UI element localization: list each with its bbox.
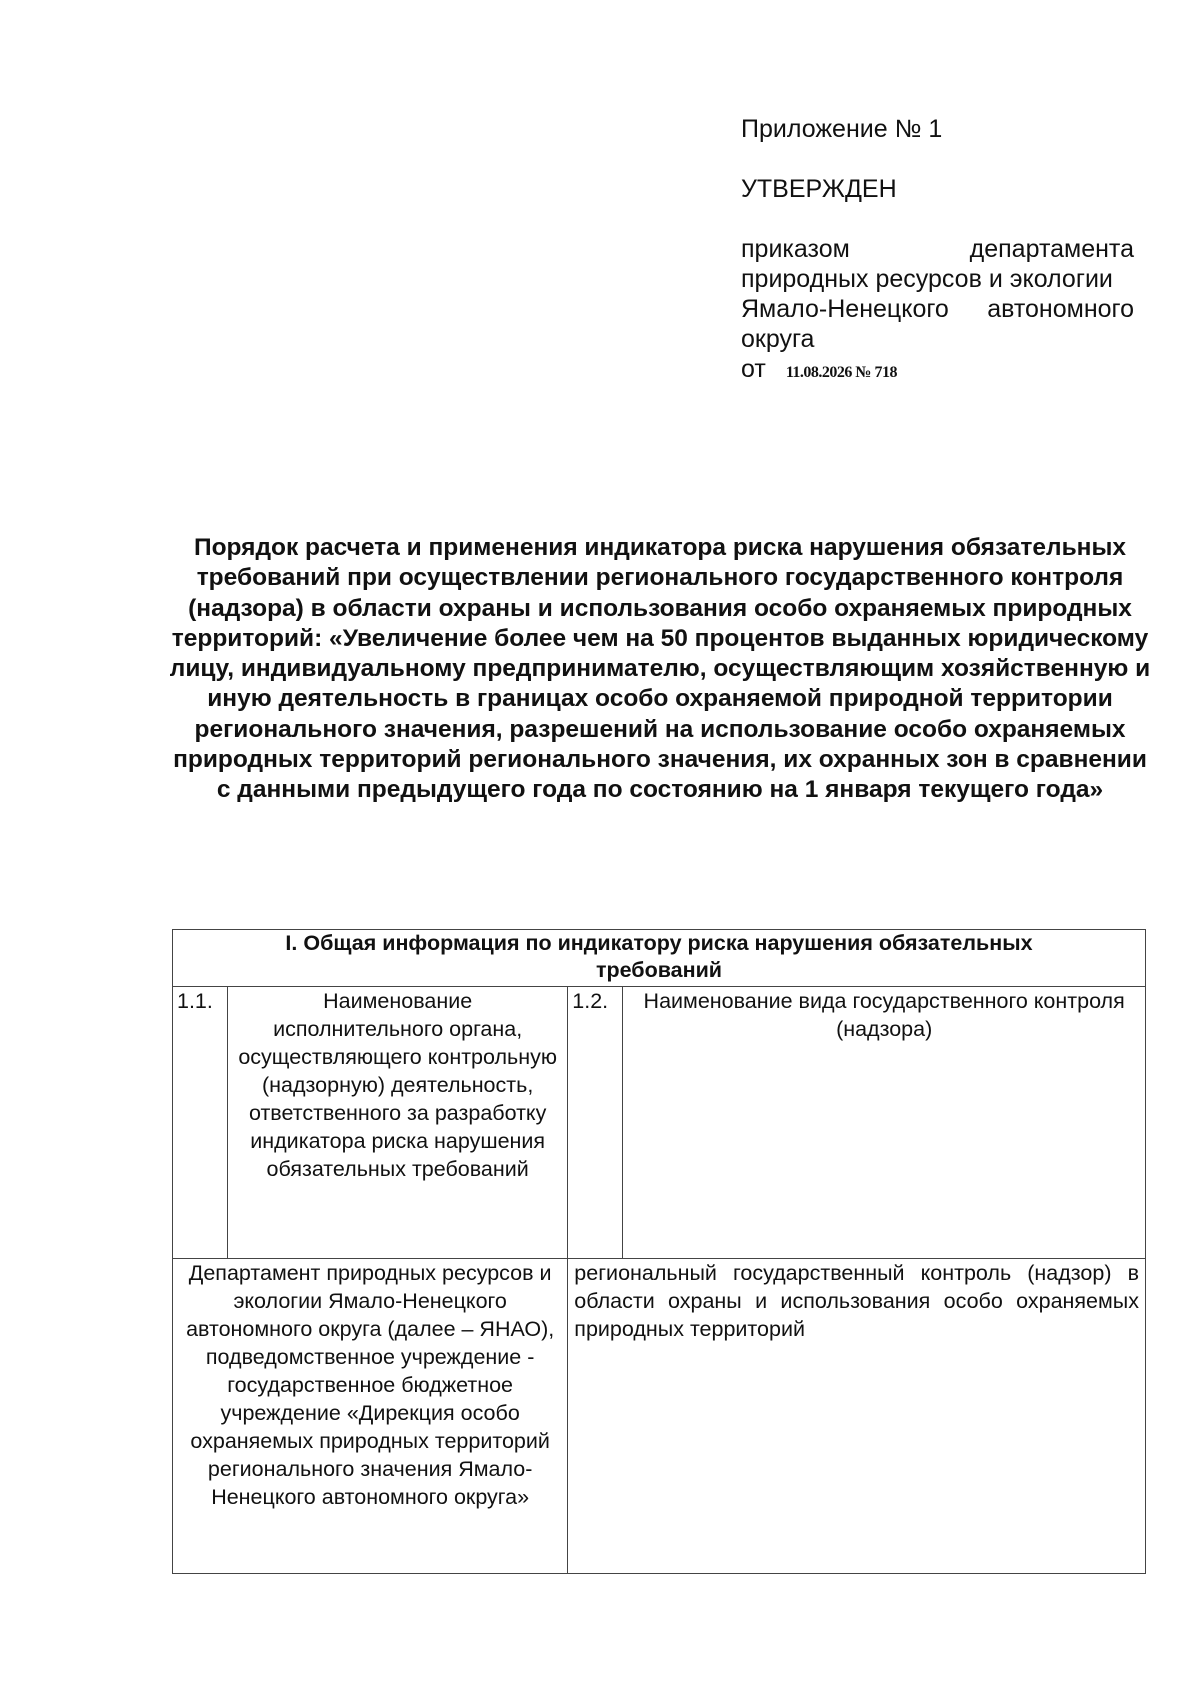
table-row	[173, 987, 1146, 1259]
item-value: Департамент природных ресурсов и экологии Ямало-Ненецкого автономного округа (далее – ЯНАО), подведомственное учреждение - государственное бюджетное учреждение «Дирекция особо охраняемых природных территорий регионального значения Ямало-Ненецкого автономного округа»	[173, 1259, 568, 1574]
document-title: Порядок расчета и применения индикатора риска нарушения обязательных требований при осуществлении регионального государственного контроля (надзора) в области охраны и использования особо охраняемых природных территорий: «Увеличение более чем на 50 процентов выданных юридическому лицу, индивидуальному предпринимателю, осуществляющим хозяйственную и иную деятельность в границах особо охраняемой природной территории регионального значения, разрешений на использование особо охраняемых природных территорий регионального значения, их охранных зон в сравнении с данными предыдущего года по состоянию на 1 января текущего года»	[169, 534, 1151, 804]
item-label: Наименование вида государственного контроля (надзора)	[623, 987, 1146, 1259]
item-value: региональный государственный контроль (надзор) в области охраны и использования особо охраняемых природных территорий	[568, 1259, 1146, 1574]
order-date-line	[741, 354, 1134, 388]
table-row	[173, 1259, 1146, 1574]
from-label: от	[741, 355, 766, 383]
basis-line: природных ресурсов и экологии	[741, 265, 1113, 293]
approval-block	[741, 114, 1134, 388]
indicator-info-table	[172, 929, 1146, 1574]
basis-word: Ямало-Ненецкого автономного	[741, 295, 1134, 323]
item-number: 1.2.	[568, 987, 623, 1259]
order-date-number: 11.08.2026 № 718	[785, 364, 898, 381]
basis-line: округа	[741, 325, 815, 353]
appendix-label: Приложение № 1	[741, 115, 943, 143]
item-label: Наименование исполнительного органа, осуществляющего контрольную (надзорную) деятельность, ответственного за разработку индикатора риска нарушения обязательных требований	[228, 987, 568, 1259]
basis-line	[741, 294, 1134, 324]
table-section-row	[173, 930, 1146, 987]
section-heading: I. Общая информация по индикатору риска нарушения обязательных требований	[173, 930, 1146, 987]
approved-label: УТВЕРЖДЕН	[741, 175, 897, 203]
basis-word: приказом	[741, 235, 850, 263]
basis-word: департамента	[969, 235, 1134, 263]
approval-basis	[741, 234, 1134, 388]
basis-first-line	[741, 234, 1134, 264]
item-number: 1.1.	[173, 987, 228, 1259]
